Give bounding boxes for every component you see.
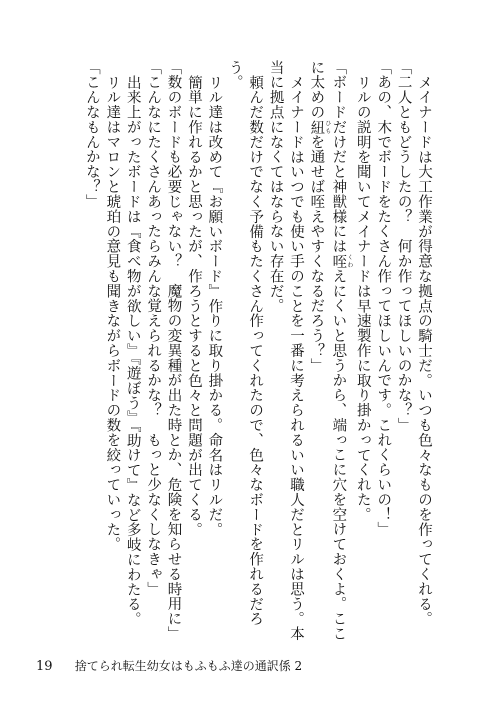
ruby-annotation: 紐 ひも [308,119,331,135]
narration-paragraph: メイナードはいつでも使い手のことを一番に考えられるいい職人だとリルは思う。本当に拠点になくてはならない存在だ。 [267,60,304,641]
dialogue-line: 「こんなにたくさんあったらみんな覚えられるかな？ もっと少なくしなきゃ」 [145,60,162,597]
vertical-body-text [64,60,434,652]
dialogue-line: 「こんなもんかな？」 [83,60,100,209]
ruby-annotation: 咥 くわ [330,253,353,269]
narration-paragraph: メイナードは大工作業が得意な拠点の騎士だ。いつも色々なものを作ってくれる。 [416,74,432,626]
page-footer [36,657,302,674]
page-number: 19 [36,659,53,674]
dialogue-line: 「あの、木でボードをたくさん作ってほしいんです。これくらいの！」 [375,60,392,537]
dialogue-line: 「数のボードも必要じゃない？ 魔物の変異種が出た時とか、危険を知らせる時用に」 [165,60,182,642]
narration-paragraph: リル達は改めて『お願いボード』作りに取り掛かる。命名はリルだ。 [206,74,223,537]
narration-paragraph: リルの説明を聞いてメイナードは早速製作に取り掛かってくれた。 [354,74,371,522]
narration-paragraph: 簡単に作れるかと思ったが、作ろうとすると色々と問題が出てくる。 [185,74,202,537]
running-book-title: 捨てられ転生幼女はもふもふ達の通訳係 2 [74,659,303,673]
dialogue-line: 「二人ともどうしたの？ 何か作ってほしいのかな？」 [395,60,412,433]
narration-paragraph: リル達はマロンと琥珀の意見も聞きながらボードの数を絞っていった。 [104,74,121,552]
dialogue-line: 「ボードだけだと神獣様には咥 くわえにくいと思うから、端っこに穴を空けておくよ。ここに太めの紐 ひもを通せば咥えやすくなるだろう？」 [308,60,353,642]
narration-paragraph: 出来上がったボードは『食べ物が欲しい』『遊ぼう』『助けて』など多岐にわたる。 [124,74,141,627]
narration-paragraph: 頼んだ数だけでなく予備もたくさん作ってくれたので、色々なボードを作れるだろう。 [226,60,264,626]
